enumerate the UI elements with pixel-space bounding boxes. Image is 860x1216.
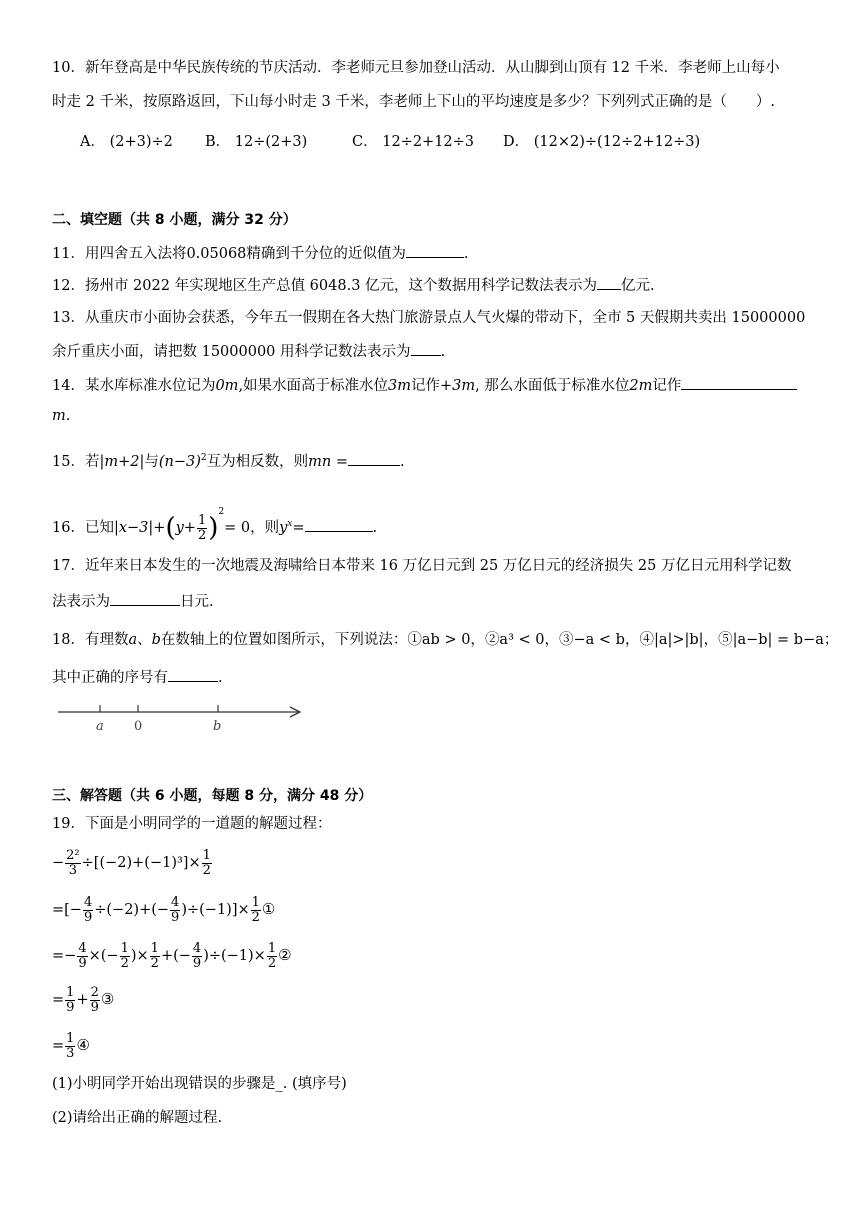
q19-step1: =[− $\frac{4}{9}$ ÷(−2)+(− $\frac{4}{9}$ )÷(−1)]× $\frac{1}{2}$ ① [52, 894, 276, 925]
q19-part1: (1)小明同学开始出现错误的步骤是_. (填序号) [52, 1076, 347, 1092]
q14-blank[interactable] [681, 374, 797, 390]
q19-step3: = $\frac{1}{9}$ + $\frac{2}{9}$ ③ [52, 984, 115, 1015]
q13-line1: 13．从重庆市小面协会获悉，今年五一假期在各大热门旅游景点人气火爆的带动下，全市 5 天假期共卖出 15000000 [52, 310, 806, 326]
q10-option-c[interactable]: C． 12÷2+12÷3 [352, 134, 475, 150]
q11: 11．用四舍五入法将0.05068精确到千分位的近似值为 . [52, 242, 469, 264]
section3-title: 三、解答题（共 6 小题，每题 8 分，满分 48 分） [52, 788, 373, 804]
q14-line2: m. [52, 408, 71, 424]
label-b: b [213, 719, 222, 734]
q18-line2: 其中正确的序号有 . [52, 666, 223, 688]
q18-line1: 18．有理数a、b在数轴上的位置如图所示，下列说法：①ab > 0，②a³ < 0，③−a < b，④|a|>|b|，⑤|a−b| = b−a； [52, 632, 839, 648]
q10-line2: 时走 2 千米，按原路返回，下山每小时走 3 千米，李老师上下山的平均速度是多少？下列列式正确的是（ ）. [52, 94, 775, 110]
q19-step0: − $\frac{\text{2²}}{3}$ ÷[(−2)+(−1)³]× $\frac{1}{2}$ [52, 847, 211, 878]
q10-option-a[interactable]: A． (2+3)÷2 [80, 134, 173, 150]
q16: 16．已知|x−3|+(y+ $\frac{1}{2}$ )$^2$= 0，则$y^x=$ . [52, 507, 378, 543]
q16-blank[interactable] [305, 516, 373, 532]
q12-blank[interactable] [597, 274, 621, 290]
q13-line2: 余斤重庆小面，请把数 15000000 用科学记数法表示为 . [52, 340, 445, 362]
label-zero: 0 [134, 719, 143, 734]
section2-title: 二、填空题（共 8 小题，满分 32 分） [52, 212, 297, 228]
q14-line1: 14．某水库标准水位记为0m,如果水面高于标准水位3m记作+3m, 那么水面低于标准水位2m记作 [52, 374, 797, 396]
q10-option-b[interactable]: B． 12÷(2+3) [205, 134, 308, 150]
q15-blank[interactable] [348, 450, 400, 466]
q15: 15．若|m+2|与$(n-3)^2$互为相反数，则mn = . [52, 448, 405, 472]
q19-step4: = $\frac{1}{3}$ ④ [52, 1030, 90, 1061]
q18-blank[interactable] [168, 666, 218, 682]
q19-intro: 19．下面是小明同学的一道题的解题过程： [52, 816, 332, 832]
q11-blank[interactable] [406, 242, 464, 258]
q17-blank[interactable] [110, 590, 180, 606]
q19-step2: =− $\frac{4}{9}$ ×(− $\frac{1}{2}$ )× $\frac{1}{2}$ +(− $\frac{4}{9}$ )÷(−1)× $\frac{1}{2}$ ② [52, 940, 292, 971]
q10-option-d[interactable]: D． (12×2)÷(12÷2+12÷3) [503, 134, 701, 150]
q12: 12．扬州市 2022 年实现地区生产总值 6048.3 亿元，这个数据用科学记数法表示为 亿元. [52, 274, 655, 296]
q19-part2: (2)请给出正确的解题过程. [52, 1110, 223, 1126]
q17-line1: 17．近年来日本发生的一次地震及海啸给日本带来 16 万亿日元到 25 万亿日元的经济损失 25 万亿日元用科学记数 [52, 558, 792, 574]
q17-line2: 法表示为 日元. [52, 590, 214, 612]
number-line-figure [58, 700, 308, 736]
q10-line1: 10．新年登高是中华民族传统的节庆活动．李老师元旦参加登山活动．从山脚到山顶有 12 千米．李老师上山每小 [52, 60, 780, 76]
label-a: a [96, 719, 104, 734]
q13-blank[interactable] [411, 340, 441, 356]
